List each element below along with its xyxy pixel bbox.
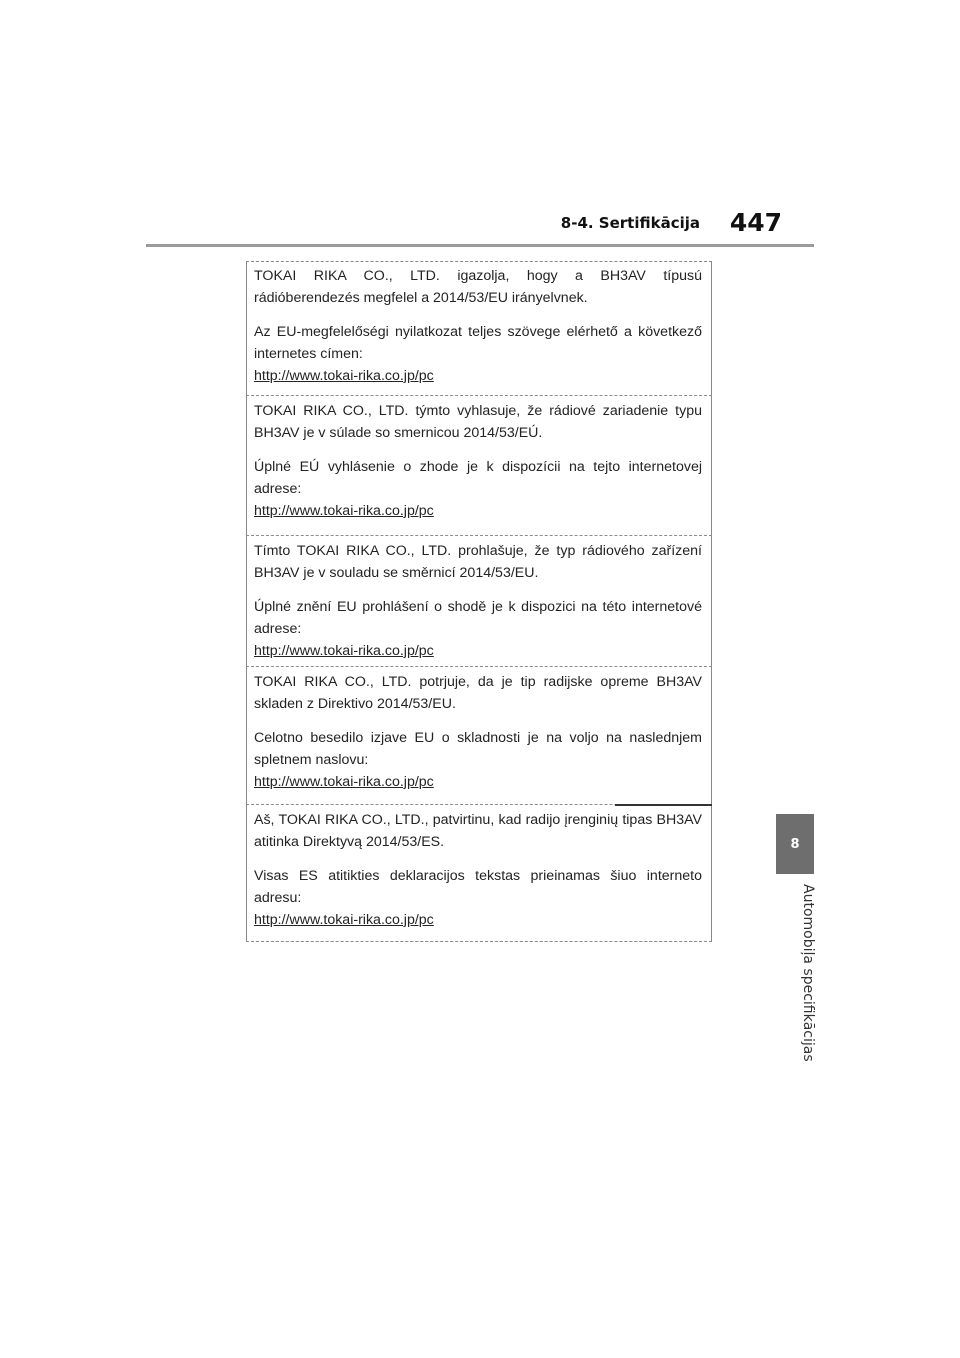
header-divider bbox=[146, 244, 814, 247]
declaration-availability: Úplné znění EU prohlášení o shodě je k dispozici na této internetové adrese: bbox=[254, 599, 702, 637]
declaration-availability: Celotno besedilo izjave EU o skladnosti je na voljo na naslednjem spletnem naslovu: bbox=[254, 730, 702, 768]
declaration-link[interactable]: http://www.tokai-rika.co.jp/pc bbox=[254, 643, 434, 659]
declaration-statement: TOKAI RIKA CO., LTD. igazolja, hogy a BH3AV típusú rádióberendezés megfelel a 2014/53/EU irányelvnek. bbox=[254, 268, 702, 306]
declaration-availability: Úplné EÚ vyhlásenie o zhode je k dispozícii na tejto internetovej adrese: bbox=[254, 459, 702, 497]
declaration-hu bbox=[246, 261, 712, 396]
declaration-availability: Visas ES atitikties deklaracijos tekstas prieinamas šiuo interneto adresu: bbox=[254, 868, 702, 906]
chapter-tab-label: Automobiļa specifikācijas bbox=[800, 884, 816, 1062]
declaration-statement: Aš, TOKAI RIKA CO., LTD., patvirtinu, kad radijo įrenginių tipas BH3AV atitinka Direktyvą 2014/53/ES. bbox=[254, 812, 702, 850]
declaration-link[interactable]: http://www.tokai-rika.co.jp/pc bbox=[254, 912, 434, 928]
page-number: 447 bbox=[729, 208, 782, 237]
declaration-statement: TOKAI RIKA CO., LTD. týmto vyhlasuje, že rádiové zariadenie typu BH3AV je v súlade so smernicou 2014/53/EÚ. bbox=[254, 403, 702, 441]
declaration-link[interactable]: http://www.tokai-rika.co.jp/pc bbox=[254, 774, 434, 790]
chapter-tab[interactable]: 8 bbox=[776, 814, 814, 874]
declaration-sl bbox=[246, 667, 712, 805]
declaration-statement: Tímto TOKAI RIKA CO., LTD. prohlašuje, že typ rádiového zařízení BH3AV je v souladu se směrnicí 2014/53/EU. bbox=[254, 543, 702, 581]
declaration-cs bbox=[246, 536, 712, 667]
declaration-link[interactable]: http://www.tokai-rika.co.jp/pc bbox=[254, 368, 434, 384]
declaration-link[interactable]: http://www.tokai-rika.co.jp/pc bbox=[254, 503, 434, 519]
declaration-lt bbox=[246, 805, 712, 942]
declaration-statement: TOKAI RIKA CO., LTD. potrjuje, da je tip radijske opreme BH3AV skladen z Direktivo 2014/53/EU. bbox=[254, 674, 702, 712]
declaration-availability: Az EU-megfelelőségi nyilatkozat teljes szövege elérhető a következő internetes címen: bbox=[254, 324, 702, 362]
declaration-sk bbox=[246, 396, 712, 536]
section-title: 8-4. Sertifikācija bbox=[560, 214, 700, 232]
